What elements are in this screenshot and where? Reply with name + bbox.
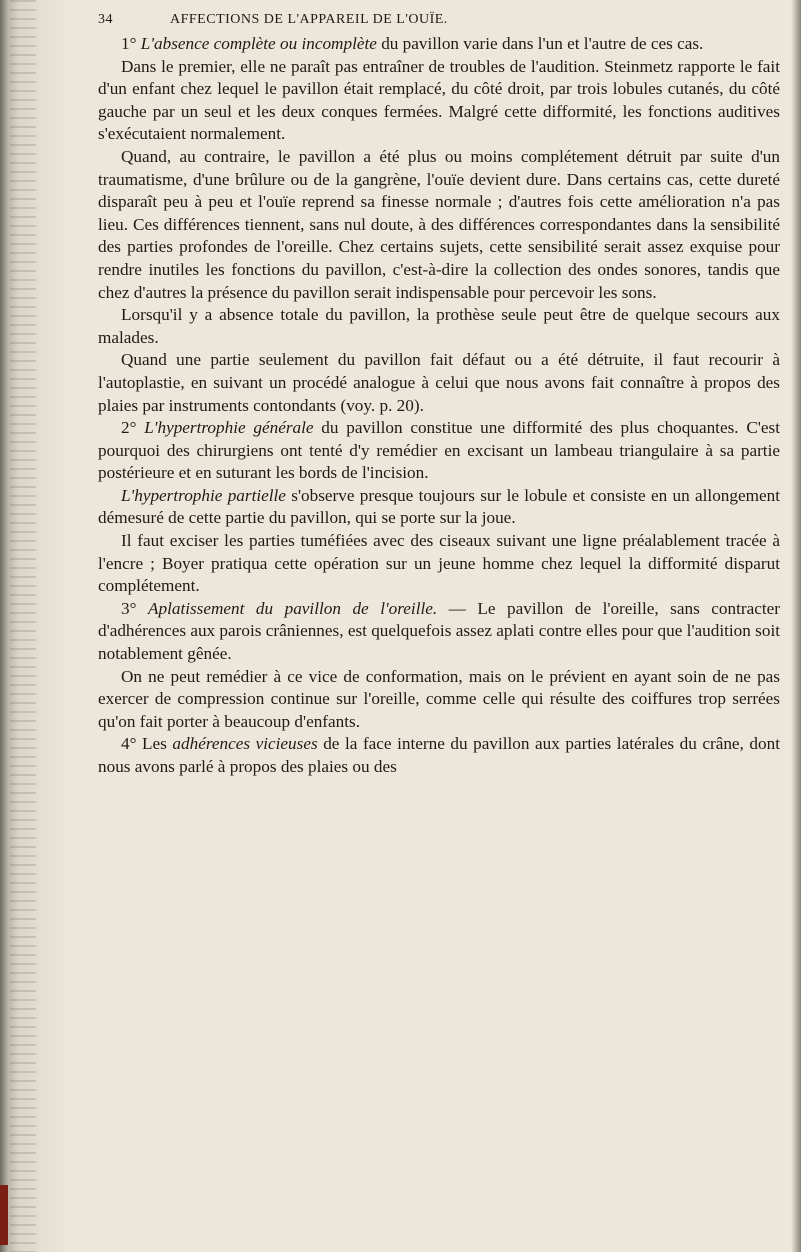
section-lead: 2° [121, 418, 145, 438]
paragraph-3: Quand, au contraire, le pavillon a été plus ou moins complétement détruit par suite d'un traumatisme, d'une brûlure ou de la gangrène, l'ouïe devient dure. Dans certains cas, cette dureté disparaît peu à peu et l'ouïe reprend sa finesse normale ; d'autres fois cette amélioration n'a pas lieu. Ces différences tiennent, sans nul doute, à des différences correspondantes dans la sensibilité des parties profondes de l'oreille. Chez certains sujets, cette sensibilité serait assez exquise pour rendre inutiles les fonctions du pavillon, c'est-à-dire la collection des ondes sonores, tandis que chez d'autres la présence du pavillon serait indispensable pour percevoir les sons. [98, 146, 780, 302]
running-header [98, 12, 778, 34]
section-title: L'hypertrophie partielle [121, 485, 286, 505]
spine-binding-mark [0, 1185, 8, 1245]
paragraph-text: s'observe presque toujours sur le lobule et consiste en un allongement démesuré de cette partie du pavillon, qui se porte sur la joue. [98, 485, 780, 528]
section-title: L'hypertrophie générale [144, 418, 314, 438]
section-title: Aplatissement du pavillon de l'oreille. [147, 598, 438, 618]
section-title: L'absence complète ou incomplète [140, 34, 377, 53]
page-edge-shadow [791, 0, 801, 1252]
paragraph-6 [98, 417, 780, 485]
section-lead: 4° Les [121, 734, 173, 754]
paragraph-8: Il faut exciser les parties tuméfiées avec des ciseaux suivant une ligne préalablement tracée à l'encre ; Boyer pratiqua cette opération sur un jeune homme chez lequel la difformité disparut complétement. [98, 531, 780, 596]
page-gutter-shadow [0, 0, 70, 1252]
running-title: AFFECTIONS DE L'APPAREIL DE L'OUÏE. [170, 12, 448, 27]
section-lead: 3° [121, 598, 148, 618]
body-text [98, 33, 780, 779]
paragraph-11 [98, 733, 780, 778]
paragraph-5: Quand une partie seulement du pavillon fait défaut ou a été détruite, il faut recourir à l'autoplastie, en suivant un procédé analogue à celui que nous avons fait connaître à propos des plaies par instruments contondants (voy. p. 20). [98, 350, 780, 415]
paragraph-1 [98, 33, 780, 56]
paragraph-10: On ne peut remédier à ce vice de conformation, mais on le prévient en ayant soin de ne pas exercer de compression continue sur l'oreille, comme celle qui résulte des coiffures trop serrées qu'on fait porter à beaucoup d'enfants. [98, 666, 780, 731]
section-lead: 1° [121, 34, 141, 53]
paragraph-text: du pavillon varie dans l'un et l'autre de ces cas. [376, 34, 704, 53]
paragraph-9 [98, 598, 780, 666]
paragraph-text: de la face interne du pavillon aux parties latérales du crâne, dont nous avons parlé à propos des plaies ou des [98, 734, 780, 776]
paragraph-4: Lorsqu'il y a absence totale du pavillon, la prothèse seule peut être de quelque secours aux malades. [98, 305, 780, 347]
page-number: 34 [98, 12, 113, 27]
section-title: adhérences vicieuses [172, 734, 318, 754]
paragraph-7 [98, 485, 780, 530]
paragraph-2: Dans le premier, elle ne paraît pas entraîner de troubles de l'audition. Steinmetz rapporte le fait d'un enfant chez lequel le pavillon était remplacé, du côté droit, par trois lobules cutanés, du côté gauche par un seul et les deux conques fermées. Malgré cette difformité, les fonctions auditives s'exécutaient normalement. [98, 56, 780, 144]
paragraph-text: — Le pavillon de l'oreille, sans contracter d'adhérences aux parois crâniennes, est quelquefois assez aplati contre elles pour que l'audition soit notablement gênée. [98, 598, 781, 664]
paragraph-text: du pavillon constitue une difformité des plus choquantes. C'est pourquoi des chirurgiens ont tenté d'y remédier en excisant un lambeau triangulaire à sa partie postérieure et en suturant les bords de l'incision. [98, 418, 780, 483]
